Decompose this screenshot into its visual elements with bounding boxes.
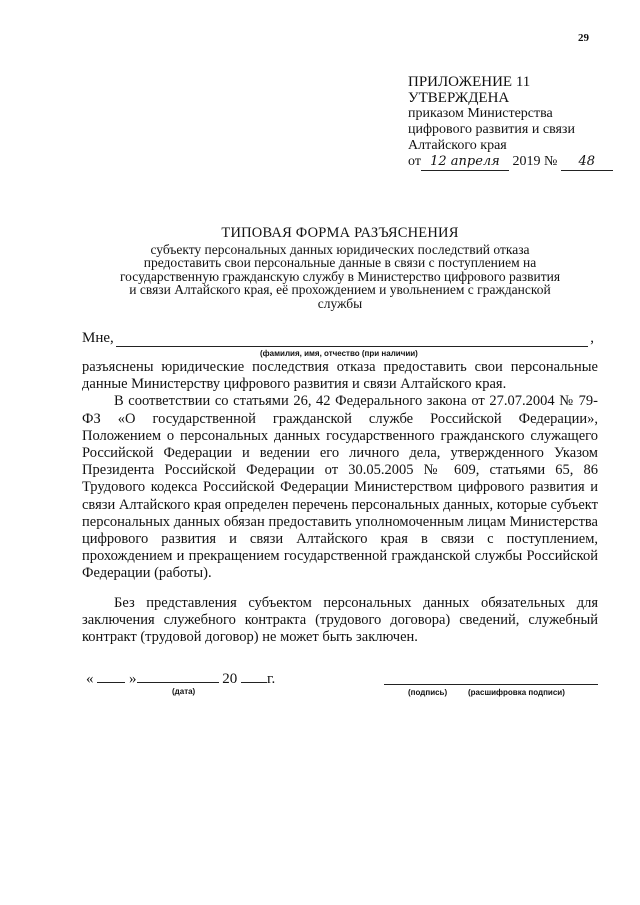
approved-label: УТВЕРЖДЕНА [408,90,510,106]
number-sign: № [543,154,558,169]
page-number: 29 [578,32,589,44]
paragraph: В соответствии со статьями 26, 42 Федерального закона от 27.07.2004 № 79-ФЗ «О государственной гражданской службе Российской Федерации», Положением о персональных данных государственного гражданского служащего Российской Федерации и ведении его личного дела, утвержденного Указом Президента Российской Федерации от 30.05.2005 № 609, статьями 65, 86 Трудового кодекса Российской Федерации Министерством цифрового развития и связи Алтайского края определен перечень персональных данных, которые субъект персональных данных обязан предоставить уполномоченным лицам Министерства цифрового развития и связи Алтайского края в связи с поступлением, прохождением и прекращением государственной гражданской службы Российской Федерации (работы). [82,393,598,582]
approval-line-1: приказом Министерства [408,106,553,121]
appendix-label: ПРИЛОЖЕНИЕ 11 [408,74,531,90]
paragraph: разъяснены юридические последствия отказа предоставить свои персональные данные Министерству цифрового развития и связи Алтайского края. [82,359,598,393]
form-title-block [60,227,620,310]
handwritten-date: 12 апреля [421,154,509,171]
approval-block [408,74,613,171]
recipient-comma: , [590,330,594,346]
order-year: 2019 [512,154,541,169]
recipient-label: Мне, [82,330,114,346]
year-prefix: 20 [222,671,238,687]
recipient-row [82,330,594,347]
recipient-name-field[interactable] [116,332,588,347]
subtitle-line: службы [317,295,363,311]
approval-line-3: Алтайского края [408,138,507,153]
subtitle-line: и связи Алтайского края, её прохождением и увольнением с гражданской [129,282,551,297]
recipient-caption: (фамилия, имя, отчество (при наличии) [260,349,418,358]
handwritten-number: 48 [561,154,613,171]
year-field[interactable] [241,668,267,683]
body-text [82,359,598,646]
date-row [86,668,275,688]
year-suffix: г. [267,671,276,687]
date-caption: (дата) [172,687,196,696]
approval-line-2: цифрового развития и связи [408,122,575,137]
subtitle-line: субъекту персональных данных юридических последствий отказа [150,241,530,257]
form-title: ТИПОВАЯ ФОРМА РАЗЪЯСНЕНИЯ [221,225,459,241]
paragraph: Без представления субъектом персональных данных обязательных для заключения служебного контракта (трудового договора) сведений, служебный контракт (трудовой договор) не может быть заключен. [82,594,598,646]
signature-caption: (подпись) [408,688,448,697]
day-field[interactable] [97,668,125,683]
signature-field[interactable] [384,684,598,685]
order-line [408,154,613,171]
subtitle-line: предоставить свои персональные данные в связи с поступлением на [143,255,537,270]
from-label: от [408,154,421,169]
signature-decode-caption: (расшифровка подписи) [468,688,565,697]
month-field[interactable] [137,668,219,683]
quote-open: « [86,671,94,687]
subtitle-line: государственную гражданскую службу в Министерство цифрового развития [119,268,561,284]
quote-close: » [129,671,137,687]
